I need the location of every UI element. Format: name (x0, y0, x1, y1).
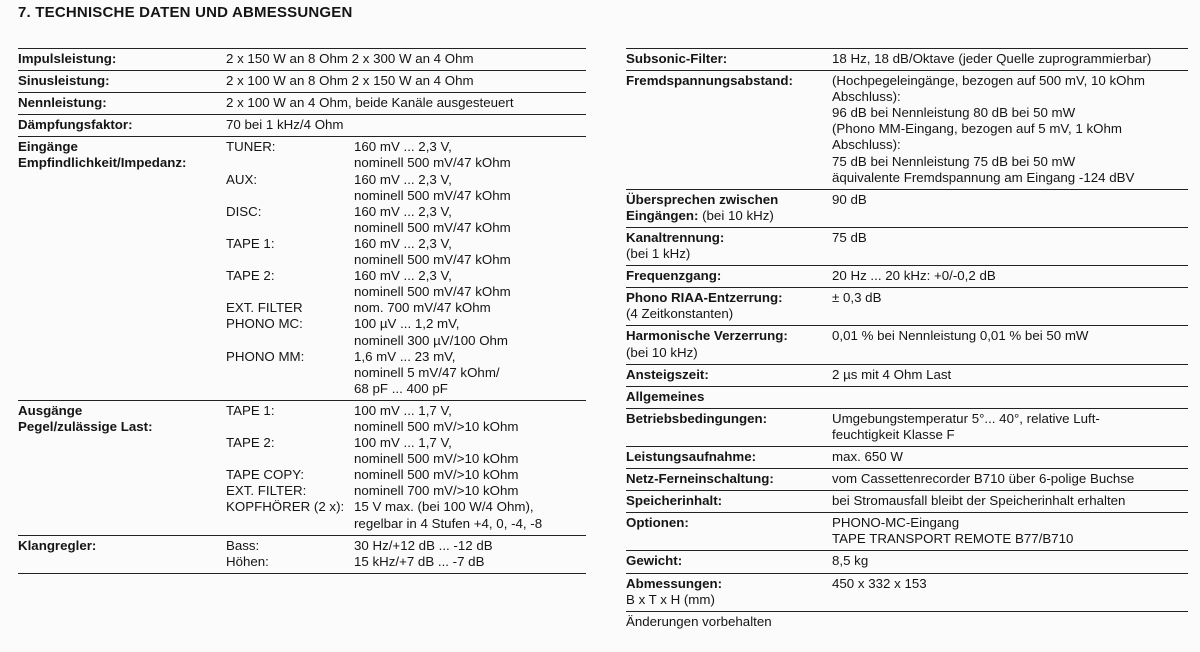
spec-label-note: (4 Zeitkonstanten) (626, 306, 734, 322)
spec-label (626, 411, 832, 427)
spec-label (626, 515, 832, 531)
right-spec-table (626, 48, 1188, 630)
spec-label (626, 51, 832, 67)
spec-label-note: (bei 10 kHz) (626, 344, 698, 360)
spec-sub-value: nominell 500 mV/>10 kOhm (354, 467, 519, 483)
spec-label-text: Betriebsbedingungen: (626, 410, 768, 426)
spec-sub-key: KOPFHÖRER (2 x): (226, 499, 345, 515)
spec-sub-key: PHONO MC: (226, 316, 303, 332)
spec-row (626, 386, 1188, 408)
spec-sub-key: TAPE 2: (226, 435, 275, 451)
spec-row (626, 573, 1188, 611)
table-end-rule (18, 573, 586, 576)
spec-sub-key: TUNER: (226, 139, 276, 155)
spec-label-text: Abmessungen: (626, 575, 723, 591)
spec-sub-value: 1,6 mV ... 23 mV, nominell 5 mV/47 kOhm/ 68 pF ... 400 pF (354, 348, 500, 396)
spec-row (626, 265, 1188, 287)
spec-row (18, 48, 586, 70)
spec-label (626, 192, 832, 224)
spec-label (18, 538, 226, 554)
spec-label (18, 73, 226, 89)
spec-label-text: Eingänge Empfindlichkeit/Impedanz: (18, 139, 187, 171)
spec-label (626, 328, 832, 360)
spec-sub-value: 160 mV ... 2,3 V, nominell 500 mV/47 kOhm (354, 171, 511, 203)
spec-row (18, 535, 586, 573)
spec-value: max. 650 W (832, 448, 903, 464)
spec-sub-item (226, 483, 586, 499)
spec-label (626, 553, 832, 569)
spec-sub-value: nominell 700 mV/>10 kOhm (354, 483, 519, 499)
spec-label (626, 449, 832, 465)
spec-label (18, 403, 226, 435)
spec-sub-item (226, 204, 586, 236)
spec-row (626, 325, 1188, 363)
spec-label-text: Fremdspannungsabstand: (626, 73, 793, 89)
spec-value: (Hochpegeleingänge, bezogen auf 500 mV, 10 kOhm Abschluss): 96 dB bei Nennleistung 80 dB bei 50 mW (Phono MM-Eingang, bezogen auf 5 mV, 1 kOhm Abschluss): 75 dB bei Nennleistung 75 dB bei 50 mW äquivalente Fremdspannung am Eingang -124 dBV (832, 73, 1145, 185)
spec-sub-list (226, 139, 586, 397)
footnote: Änderungen vorbehalten (626, 611, 1188, 630)
spec-sub-value: 100 µV ... 1,2 mV, nominell 300 µV/100 Ohm (354, 316, 509, 348)
spec-value: 70 bei 1 kHz/4 Ohm (226, 117, 344, 133)
spec-value: 90 dB (832, 191, 867, 207)
spec-sub-item (226, 467, 586, 483)
spec-row (626, 189, 1188, 227)
spec-sub-value: 160 mV ... 2,3 V, nominell 500 mV/47 kOhm (354, 268, 511, 300)
spec-label-text: Speicherinhalt: (626, 493, 723, 509)
spec-label-text: Übersprechen zwischen Eingängen: (626, 191, 779, 223)
spec-sub-key: Höhen: (226, 553, 269, 569)
spec-label-text: Allgemeines (626, 388, 705, 404)
spec-value: 2 x 100 W an 8 Ohm 2 x 150 W an 4 Ohm (226, 73, 474, 89)
spec-value: PHONO-MC-Eingang TAPE TRANSPORT REMOTE B77/B710 (832, 515, 1074, 547)
spec-sub-item (226, 435, 586, 467)
spec-value: ± 0,3 dB (832, 290, 882, 306)
spec-label (626, 290, 832, 322)
spec-value: 2 x 100 W an 4 Ohm, beide Kanäle ausgesteuert (226, 95, 514, 111)
spec-value: 8,5 kg (832, 553, 869, 569)
spec-sub-item (226, 300, 586, 316)
spec-sub-item (226, 268, 586, 300)
spec-label-text: Ausgänge Pegel/zulässige Last: (18, 402, 153, 434)
spec-sub-value: 100 mV ... 1,7 V, nominell 500 mV/>10 kOhm (354, 402, 519, 434)
spec-sub-key: PHONO MM: (226, 348, 305, 364)
spec-row (18, 70, 586, 92)
spec-value: Umgebungstemperatur 5°... 40°, relative Luft- feuchtigkeit Klasse F (832, 410, 1100, 442)
page-title: 7. TECHNISCHE DATEN UND ABMESSUNGEN (18, 4, 353, 21)
spec-label (626, 73, 832, 89)
spec-sub-item (226, 554, 586, 570)
spec-row (626, 446, 1188, 468)
spec-row (626, 48, 1188, 70)
spec-row (626, 512, 1188, 550)
spec-label-note: B x T x H (mm) (626, 591, 715, 607)
spec-sub-value: 15 kHz/+7 dB ... -7 dB (354, 553, 485, 569)
spec-row (626, 408, 1188, 446)
spec-label (626, 493, 832, 509)
spec-value: 75 dB (832, 229, 867, 245)
spec-sub-value: 160 mV ... 2,3 V, nominell 500 mV/47 kOhm (354, 203, 511, 235)
spec-label-text: Impulsleistung: (18, 51, 117, 66)
spec-sub-value: 160 mV ... 2,3 V, nominell 500 mV/47 kOhm (354, 235, 511, 268)
spec-row (18, 400, 586, 535)
spec-sub-key: EXT. FILTER (226, 300, 303, 316)
spec-label (626, 268, 832, 284)
spec-label-text: Dämpfungsfaktor: (18, 117, 133, 133)
spec-label (18, 51, 226, 67)
spec-value: 20 Hz ... 20 kHz: +0/-0,2 dB (832, 268, 996, 284)
spec-sub-item (226, 139, 586, 171)
spec-sub-item (226, 403, 586, 435)
spec-label (18, 139, 226, 171)
spec-label (626, 576, 832, 608)
spec-row (626, 227, 1188, 265)
spec-sub-value: 160 mV ... 2,3 V, nominell 500 mV/47 kOhm (354, 139, 511, 171)
spec-sub-key: TAPE COPY: (226, 467, 305, 483)
spec-value: 2 x 150 W an 8 Ohm 2 x 300 W an 4 Ohm (226, 51, 474, 66)
spec-row (18, 114, 586, 136)
spec-label (626, 471, 832, 487)
spec-label-text: Sinusleistung: (18, 73, 110, 89)
spec-label-note: (bei 10 kHz) (702, 207, 774, 223)
spec-label (626, 230, 832, 262)
spec-label (18, 95, 226, 111)
spec-value: bei Stromausfall bleibt der Speicherinhalt erhalten (832, 493, 1126, 509)
spec-value: 450 x 332 x 153 (832, 575, 927, 591)
spec-row (18, 92, 586, 114)
spec-sub-key: TAPE 1: (226, 402, 275, 418)
spec-sub-key: AUX: (226, 171, 258, 187)
spec-label-text: Nennleistung: (18, 95, 107, 111)
spec-label-text: Netz-Ferneinschaltung: (626, 471, 774, 487)
spec-label-text: Leistungsaufnahme: (626, 448, 757, 464)
spec-row (626, 550, 1188, 572)
spec-sub-list (226, 538, 586, 570)
spec-label-text: Phono RIAA-Entzerrung: (626, 290, 783, 306)
spec-sub-key: EXT. FILTER: (226, 483, 307, 499)
spec-sub-value: nom. 700 mV/47 kOhm (354, 300, 491, 316)
spec-sub-item (226, 349, 586, 397)
spec-sub-item (226, 538, 586, 554)
spec-sub-item (226, 316, 586, 348)
spec-row (626, 70, 1188, 189)
spec-label-text: Ansteigszeit: (626, 366, 709, 382)
spec-label-note: (bei 1 kHz) (626, 246, 691, 262)
spec-sub-value: 30 Hz/+12 dB ... -12 dB (354, 537, 493, 553)
spec-sub-list (226, 403, 586, 532)
spec-label (626, 367, 832, 383)
spec-label-text: Klangregler: (18, 537, 97, 553)
spec-label-text: Optionen: (626, 515, 689, 531)
spec-sub-key: Bass: (226, 537, 260, 553)
spec-sub-key: TAPE 1: (226, 235, 275, 251)
spec-row (626, 490, 1188, 512)
spec-value: 18 Hz, 18 dB/Oktave (jeder Quelle zuprogrammierbar) (832, 51, 1152, 66)
spec-sub-item (226, 236, 586, 268)
spec-sub-value: 100 mV ... 1,7 V, nominell 500 mV/>10 kOhm (354, 435, 519, 467)
spec-sub-key: DISC: (226, 203, 262, 219)
spec-sub-item (226, 172, 586, 204)
spec-label-text: Gewicht: (626, 553, 683, 569)
spec-label (18, 117, 226, 133)
spec-label-text: Kanaltrennung: (626, 229, 725, 245)
spec-label-text: Harmonische Verzerrung: (626, 328, 788, 344)
spec-row (18, 136, 586, 400)
spec-row (626, 364, 1188, 386)
spec-label-text: Subsonic-Filter: (626, 51, 728, 66)
spec-row (626, 468, 1188, 490)
spec-value: vom Cassettenrecorder B710 über 6-polige Buchse (832, 471, 1135, 487)
spec-sub-value: 15 V max. (bei 100 W/4 Ohm), regelbar in 4 Stufen +4, 0, -4, -8 (354, 499, 543, 531)
spec-sub-item (226, 499, 586, 531)
spec-label-text: Frequenzgang: (626, 268, 722, 284)
spec-row (626, 287, 1188, 325)
left-spec-table (18, 48, 586, 576)
spec-value: 2 µs mit 4 Ohm Last (832, 366, 952, 382)
spec-sub-key: TAPE 2: (226, 268, 275, 284)
spec-label (626, 389, 832, 405)
spec-value: 0,01 % bei Nennleistung 0,01 % bei 50 mW (832, 328, 1089, 344)
